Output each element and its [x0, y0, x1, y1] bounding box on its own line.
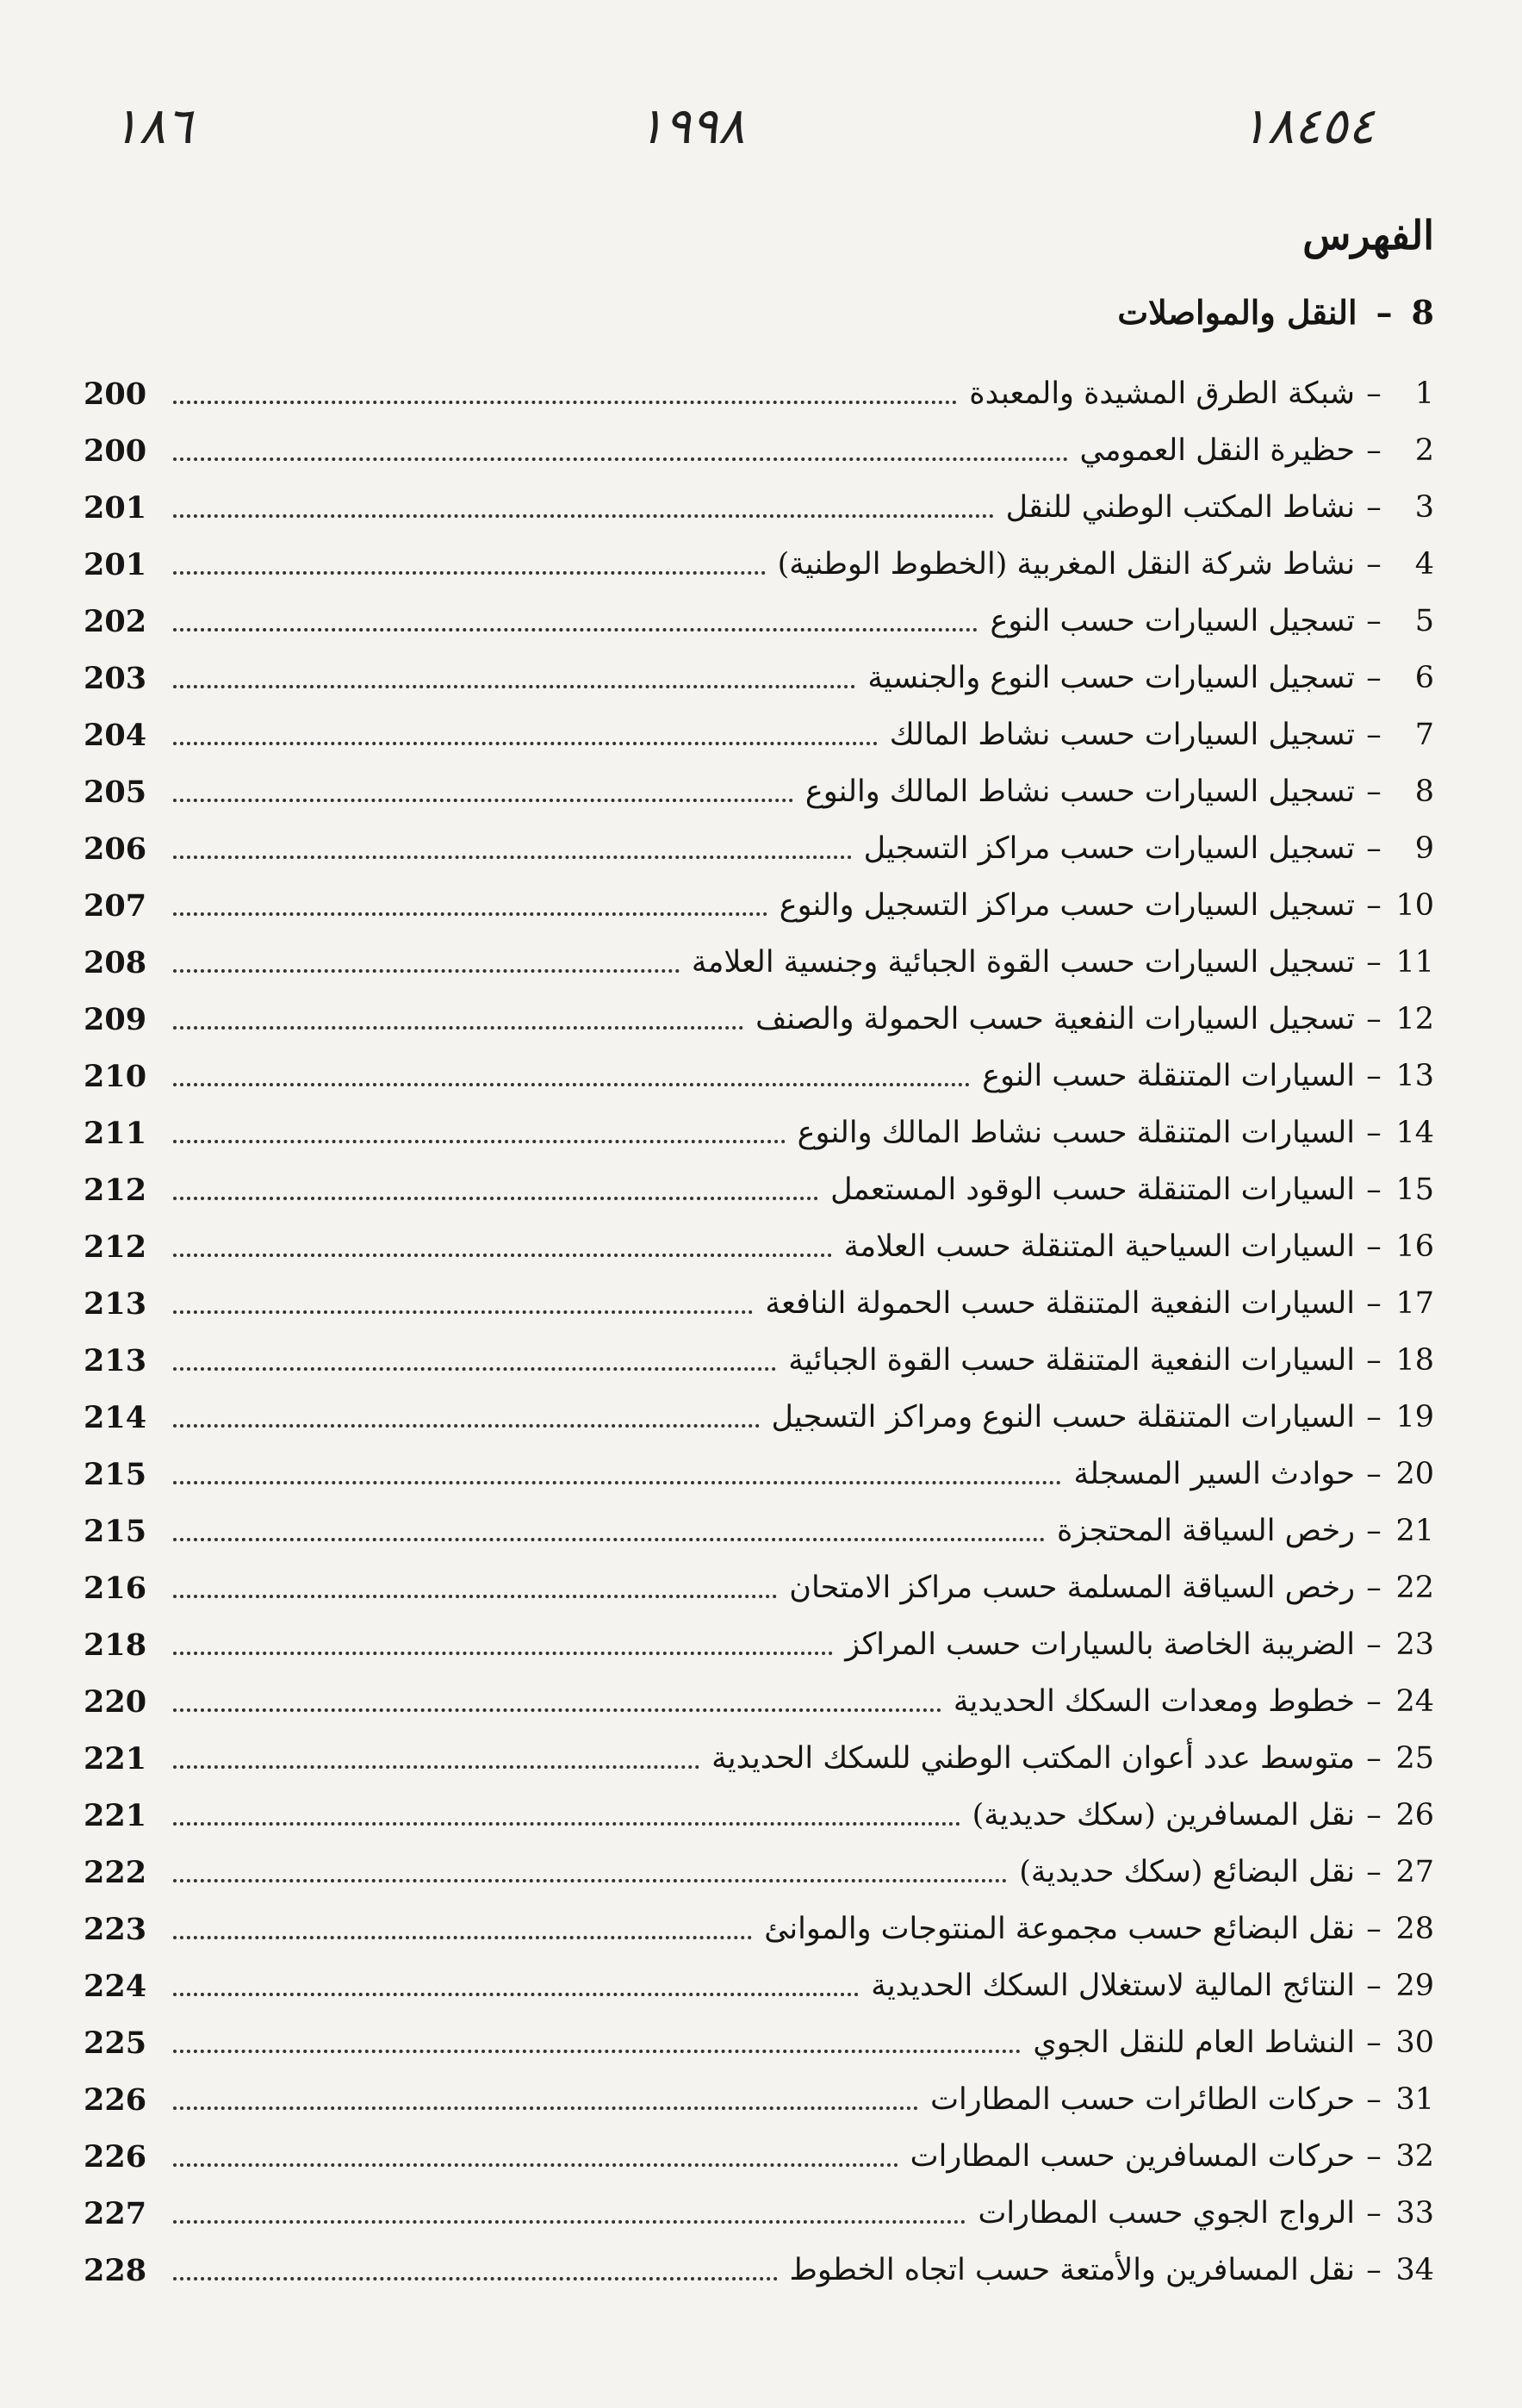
toc-entry-title: متوسط عدد أعوان المكتب الوطني للسكك الحديدية: [711, 1741, 1355, 1776]
toc-entry-title: نقل البضائع (سكك حديدية): [1019, 1855, 1355, 1889]
toc-entry-dash: –: [1366, 547, 1382, 582]
toc-entry-title: السيارات المتنقلة حسب النوع: [982, 1059, 1355, 1093]
toc-entry-page: 212: [84, 1229, 147, 1265]
toc-dot-leader: [173, 2220, 966, 2224]
toc-dot-leader: [173, 1652, 833, 1655]
toc-entry-title: نشاط شركة النقل المغربية (الخطوط الوطنية): [777, 547, 1355, 582]
toc-entry-page: 201: [84, 546, 147, 582]
toc-entry[interactable]: [84, 934, 1434, 991]
toc-entry-page: 201: [84, 489, 147, 526]
toc-entry-dash: –: [1366, 1400, 1382, 1434]
toc-entry-page: 213: [84, 1342, 147, 1378]
toc-dot-leader: [173, 1140, 786, 1143]
toc-entry-page: 221: [84, 1797, 147, 1833]
toc-entry[interactable]: [84, 2185, 1434, 2242]
toc-dot-leader: [173, 912, 767, 916]
toc-entry[interactable]: [84, 1275, 1434, 1332]
handwritten-note-right: ١٨٤٥٤: [1240, 96, 1375, 155]
handwritten-note-center: ١٩٩٨: [637, 96, 745, 155]
toc-entry-page: 226: [84, 2081, 147, 2118]
toc-entry-title: السيارات المتنقلة حسب النوع ومراكز التسجيل: [771, 1400, 1355, 1434]
toc-entry-title: حركات الطائرات حسب المطارات: [930, 2082, 1355, 2117]
toc-dot-leader: [173, 628, 978, 632]
toc-entry-title: حظيرة النقل العمومي: [1079, 433, 1355, 468]
toc-entry-page: 206: [84, 831, 147, 867]
toc-entry-number: 7: [1414, 718, 1434, 752]
toc-entry[interactable]: [84, 1389, 1434, 1446]
toc-entry-dash: –: [1366, 1457, 1382, 1491]
toc-entry-dash: –: [1366, 1173, 1382, 1207]
toc-entry-title: النشاط العام للنقل الجوي: [1033, 2025, 1355, 2060]
toc-entry-dash: –: [1366, 831, 1382, 866]
toc-entry-title: رخص السياقة المحتجزة: [1056, 1514, 1355, 1548]
toc-entry-number: 31: [1395, 2082, 1434, 2117]
toc-entry-page: 214: [84, 1399, 147, 1435]
toc-entry-dash: –: [1366, 888, 1382, 923]
toc-entry-dash: –: [1366, 775, 1382, 809]
toc-entry-title: السيارات النفعية المتنقلة حسب الحمولة النافعة: [765, 1286, 1355, 1321]
toc-entry-page: 200: [84, 432, 147, 469]
toc-dot-leader: [173, 1197, 818, 1200]
toc-entry-page: 227: [84, 2195, 147, 2231]
toc-entry-title: السيارات السياحية المتنقلة حسب العلامة: [843, 1229, 1355, 1264]
toc-entry[interactable]: [84, 1503, 1434, 1559]
toc-dot-leader: [173, 1708, 941, 1712]
toc-entry-dash: –: [1366, 1798, 1382, 1832]
toc-entry-title: تسجيل السيارات حسب نشاط المالك: [889, 718, 1355, 752]
toc-entry-page: 203: [84, 660, 147, 696]
toc-entry[interactable]: [84, 1616, 1434, 1673]
toc-entry-number: 8: [1414, 775, 1434, 809]
toc-entry[interactable]: [84, 1844, 1434, 1901]
toc-entry[interactable]: [84, 422, 1434, 479]
toc-entry-number: 1: [1414, 376, 1434, 411]
toc-entry-number: 22: [1395, 1571, 1434, 1605]
toc-entry-page: 222: [84, 1854, 147, 1890]
toc-dot-leader: [173, 1254, 832, 1257]
toc-entry-page: 215: [84, 1456, 147, 1492]
section-dash: –: [1376, 293, 1393, 332]
toc-dot-leader: [173, 1993, 859, 1996]
toc-entry-dash: –: [1366, 1229, 1382, 1264]
section-number: 8: [1411, 293, 1434, 332]
toc-entry-title: تسجيل السيارات حسب القوة الجبائية وجنسية العلامة: [691, 945, 1355, 980]
toc-entry-number: 9: [1414, 831, 1434, 866]
toc-entry-number: 28: [1395, 1912, 1434, 1946]
toc-entry-title: حركات المسافرين حسب المطارات: [910, 2139, 1355, 2174]
section-heading: [1117, 293, 1434, 332]
toc-entry[interactable]: [84, 1787, 1434, 1844]
toc-entry-number: 14: [1395, 1116, 1434, 1150]
toc-entry-page: 225: [84, 2025, 147, 2061]
toc-entry[interactable]: [84, 536, 1434, 593]
toc-entry-title: تسجيل السيارات حسب نشاط المالك والنوع: [804, 775, 1355, 809]
toc-entry-page: 211: [84, 1115, 147, 1151]
toc-entry[interactable]: [84, 1901, 1434, 1957]
toc-entry-title: رخص السياقة المسلمة حسب مراكز الامتحان: [789, 1571, 1355, 1605]
toc-entry[interactable]: [84, 2128, 1434, 2185]
toc-entry-title: الضريبة الخاصة بالسيارات حسب المراكز: [845, 1627, 1355, 1662]
toc-entry-dash: –: [1366, 2196, 1382, 2231]
toc-entry-dash: –: [1366, 1912, 1382, 1946]
toc-entry-dash: –: [1366, 604, 1382, 638]
toc-entry-dash: –: [1366, 718, 1382, 752]
section-title: النقل والمواصلات: [1117, 293, 1357, 332]
toc-entry-title: نقل البضائع حسب مجموعة المنتوجات والموانئ: [764, 1912, 1355, 1946]
toc-entry-dash: –: [1366, 2139, 1382, 2174]
toc-dot-leader: [173, 2163, 898, 2167]
toc-entry-dash: –: [1366, 1059, 1382, 1093]
toc-entry[interactable]: [84, 1218, 1434, 1275]
toc-entry[interactable]: [84, 1332, 1434, 1389]
toc-dot-leader: [173, 1481, 1061, 1484]
toc-entry-title: السيارات المتنقلة حسب نشاط المالك والنوع: [797, 1116, 1355, 1150]
toc-entry-page: 228: [84, 2252, 147, 2288]
toc-entry-dash: –: [1366, 1684, 1382, 1719]
toc-entry-dash: –: [1366, 1343, 1382, 1378]
toc-entry-page: 208: [84, 944, 147, 980]
toc-entry-title: تسجيل السيارات حسب النوع والجنسية: [867, 661, 1355, 695]
toc-entry-title: تسجيل السيارات حسب مراكز التسجيل: [863, 831, 1355, 866]
toc-entry[interactable]: [84, 820, 1434, 877]
toc-entry-page: 204: [84, 717, 147, 753]
toc-entry-number: 21: [1395, 1514, 1434, 1548]
toc-dot-leader: [173, 457, 1068, 461]
toc-entry-number: 26: [1395, 1798, 1434, 1832]
toc-dot-leader: [173, 2050, 1021, 2053]
toc-entry-title: نقل المسافرين (سكك حديدية): [972, 1798, 1355, 1832]
toc-entry[interactable]: [84, 2071, 1434, 2128]
toc-entry-title: خطوط ومعدات السكك الحديدية: [953, 1684, 1355, 1719]
toc-entry-number: 11: [1395, 945, 1434, 980]
toc-entry-number: 12: [1395, 1002, 1434, 1036]
toc-entry-dash: –: [1366, 2025, 1382, 2060]
toc-entry-dash: –: [1366, 376, 1382, 411]
toc-entry-title: حوادث السير المسجلة: [1073, 1457, 1355, 1491]
toc-entry-number: 33: [1395, 2196, 1434, 2231]
toc-entry-title: تسجيل السيارات حسب النوع: [990, 604, 1355, 638]
toc-entry-number: 25: [1395, 1741, 1434, 1776]
toc-entry-title: تسجيل السيارات النفعية حسب الحمولة والصنف: [755, 1002, 1355, 1036]
toc-entry[interactable]: [84, 650, 1434, 706]
toc-entry-dash: –: [1366, 661, 1382, 695]
toc-entry-dash: –: [1366, 1855, 1382, 1889]
toc-entry-title: نشاط المكتب الوطني للنقل: [1005, 490, 1355, 525]
toc-entry-number: 6: [1414, 661, 1434, 695]
toc-dot-leader: [173, 1367, 776, 1371]
toc-entry-title: شبكة الطرق المشيدة والمعبدة: [969, 376, 1355, 411]
toc-entry-page: 202: [84, 603, 147, 639]
toc-entry-page: 221: [84, 1740, 147, 1776]
toc-entry-page: 210: [84, 1058, 147, 1094]
toc-entry-page: 205: [84, 774, 147, 810]
toc-dot-leader: [173, 742, 878, 745]
toc-dot-leader: [173, 856, 852, 859]
toc-dot-leader: [173, 1936, 752, 1939]
page-title: الفهرس: [1302, 212, 1434, 258]
toc-entry-number: 32: [1395, 2139, 1434, 2174]
toc-entry-page: 212: [84, 1172, 147, 1208]
toc-entry-page: 207: [84, 887, 147, 924]
toc-entry-number: 10: [1395, 888, 1434, 923]
toc-entry-number: 24: [1395, 1684, 1434, 1719]
toc-entry-page: 226: [84, 2138, 147, 2175]
toc-entry-page: 209: [84, 1001, 147, 1037]
toc-dot-leader: [173, 685, 855, 688]
toc-entry[interactable]: [84, 365, 1434, 422]
toc-dot-leader: [173, 1026, 743, 1030]
toc-entry-dash: –: [1366, 1286, 1382, 1321]
toc-entry-number: 34: [1395, 2253, 1434, 2287]
toc-entry-number: 27: [1395, 1855, 1434, 1889]
toc-entry-page: 213: [84, 1285, 147, 1322]
toc-entry[interactable]: [84, 1446, 1434, 1503]
toc-entry-number: 15: [1395, 1173, 1434, 1207]
toc-entry[interactable]: [84, 1673, 1434, 1730]
toc-entry-number: 16: [1395, 1229, 1434, 1264]
toc-entry-dash: –: [1366, 433, 1382, 468]
toc-dot-leader: [173, 401, 957, 404]
toc-dot-leader: [173, 1765, 699, 1769]
toc-dot-leader: [173, 799, 793, 802]
toc-entry[interactable]: [84, 991, 1434, 1048]
toc-entry-dash: –: [1366, 1969, 1382, 2003]
toc-entry[interactable]: [84, 2014, 1434, 2071]
toc-entry-number: 23: [1395, 1627, 1434, 1662]
toc-entry-dash: –: [1366, 945, 1382, 980]
toc-entry-title: الرواج الجوي حسب المطارات: [978, 2196, 1355, 2231]
toc-list: [84, 365, 1434, 2299]
toc-entry-dash: –: [1366, 1116, 1382, 1150]
toc-entry-number: 3: [1414, 490, 1434, 525]
toc-entry[interactable]: [84, 763, 1434, 820]
toc-entry[interactable]: [84, 1104, 1434, 1161]
toc-dot-leader: [173, 1879, 1007, 1882]
toc-entry-number: 30: [1395, 2025, 1434, 2060]
toc-entry-dash: –: [1366, 2082, 1382, 2117]
toc-entry[interactable]: [84, 479, 1434, 536]
toc-entry-title: السيارات المتنقلة حسب الوقود المستعمل: [830, 1173, 1355, 1207]
toc-entry-number: 19: [1395, 1400, 1434, 1434]
toc-entry-number: 29: [1395, 1969, 1434, 2003]
toc-entry[interactable]: [84, 593, 1434, 650]
toc-dot-leader: [173, 1822, 960, 1826]
toc-entry-dash: –: [1366, 490, 1382, 525]
toc-entry-page: 220: [84, 1683, 147, 1720]
toc-entry[interactable]: [84, 1048, 1434, 1104]
toc-dot-leader: [173, 1424, 760, 1428]
toc-entry[interactable]: [84, 1161, 1434, 1218]
toc-entry[interactable]: [84, 2242, 1434, 2299]
toc-entry-page: 216: [84, 1570, 147, 1606]
toc-entry-title: السيارات النفعية المتنقلة حسب القوة الجبائية: [788, 1343, 1355, 1378]
toc-dot-leader: [173, 1538, 1045, 1541]
toc-entry-title: تسجيل السيارات حسب مراكز التسجيل والنوع: [779, 888, 1355, 923]
toc-entry-page: 223: [84, 1911, 147, 1947]
toc-dot-leader: [173, 1595, 777, 1598]
toc-dot-leader: [173, 2106, 918, 2110]
toc-entry-dash: –: [1366, 1741, 1382, 1776]
toc-entry-number: 18: [1395, 1343, 1434, 1378]
toc-entry-dash: –: [1366, 1571, 1382, 1605]
toc-entry-number: 5: [1414, 604, 1434, 638]
toc-entry-dash: –: [1366, 1514, 1382, 1548]
toc-entry-title: النتائج المالية لاستغلال السكك الحديدية: [871, 1969, 1355, 2003]
toc-entry-number: 17: [1395, 1286, 1434, 1321]
toc-dot-leader: [173, 1083, 970, 1086]
toc-dot-leader: [173, 1310, 753, 1314]
toc-entry-dash: –: [1366, 2253, 1382, 2287]
toc-entry-number: 13: [1395, 1059, 1434, 1093]
toc-entry-page: 215: [84, 1513, 147, 1549]
toc-entry-dash: –: [1366, 1627, 1382, 1662]
toc-entry-number: 20: [1395, 1457, 1434, 1491]
toc-entry-dash: –: [1366, 1002, 1382, 1036]
toc-dot-leader: [173, 571, 766, 575]
toc-entry-number: 2: [1414, 433, 1434, 468]
handwritten-note-left: ١٨٦: [112, 96, 193, 155]
toc-entry-title: نقل المسافرين والأمتعة حسب اتجاه الخطوط: [789, 2253, 1355, 2287]
toc-entry-page: 224: [84, 1968, 147, 2004]
toc-entry-number: 4: [1414, 547, 1434, 582]
toc-entry[interactable]: [84, 1730, 1434, 1787]
toc-entry[interactable]: [84, 706, 1434, 763]
toc-dot-leader: [173, 514, 994, 518]
toc-entry[interactable]: [84, 877, 1434, 934]
toc-dot-leader: [173, 2277, 778, 2280]
toc-entry-page: 200: [84, 376, 147, 412]
toc-dot-leader: [173, 969, 680, 973]
toc-entry-page: 218: [84, 1627, 147, 1663]
toc-entry[interactable]: [84, 1957, 1434, 2014]
toc-entry[interactable]: [84, 1559, 1434, 1616]
